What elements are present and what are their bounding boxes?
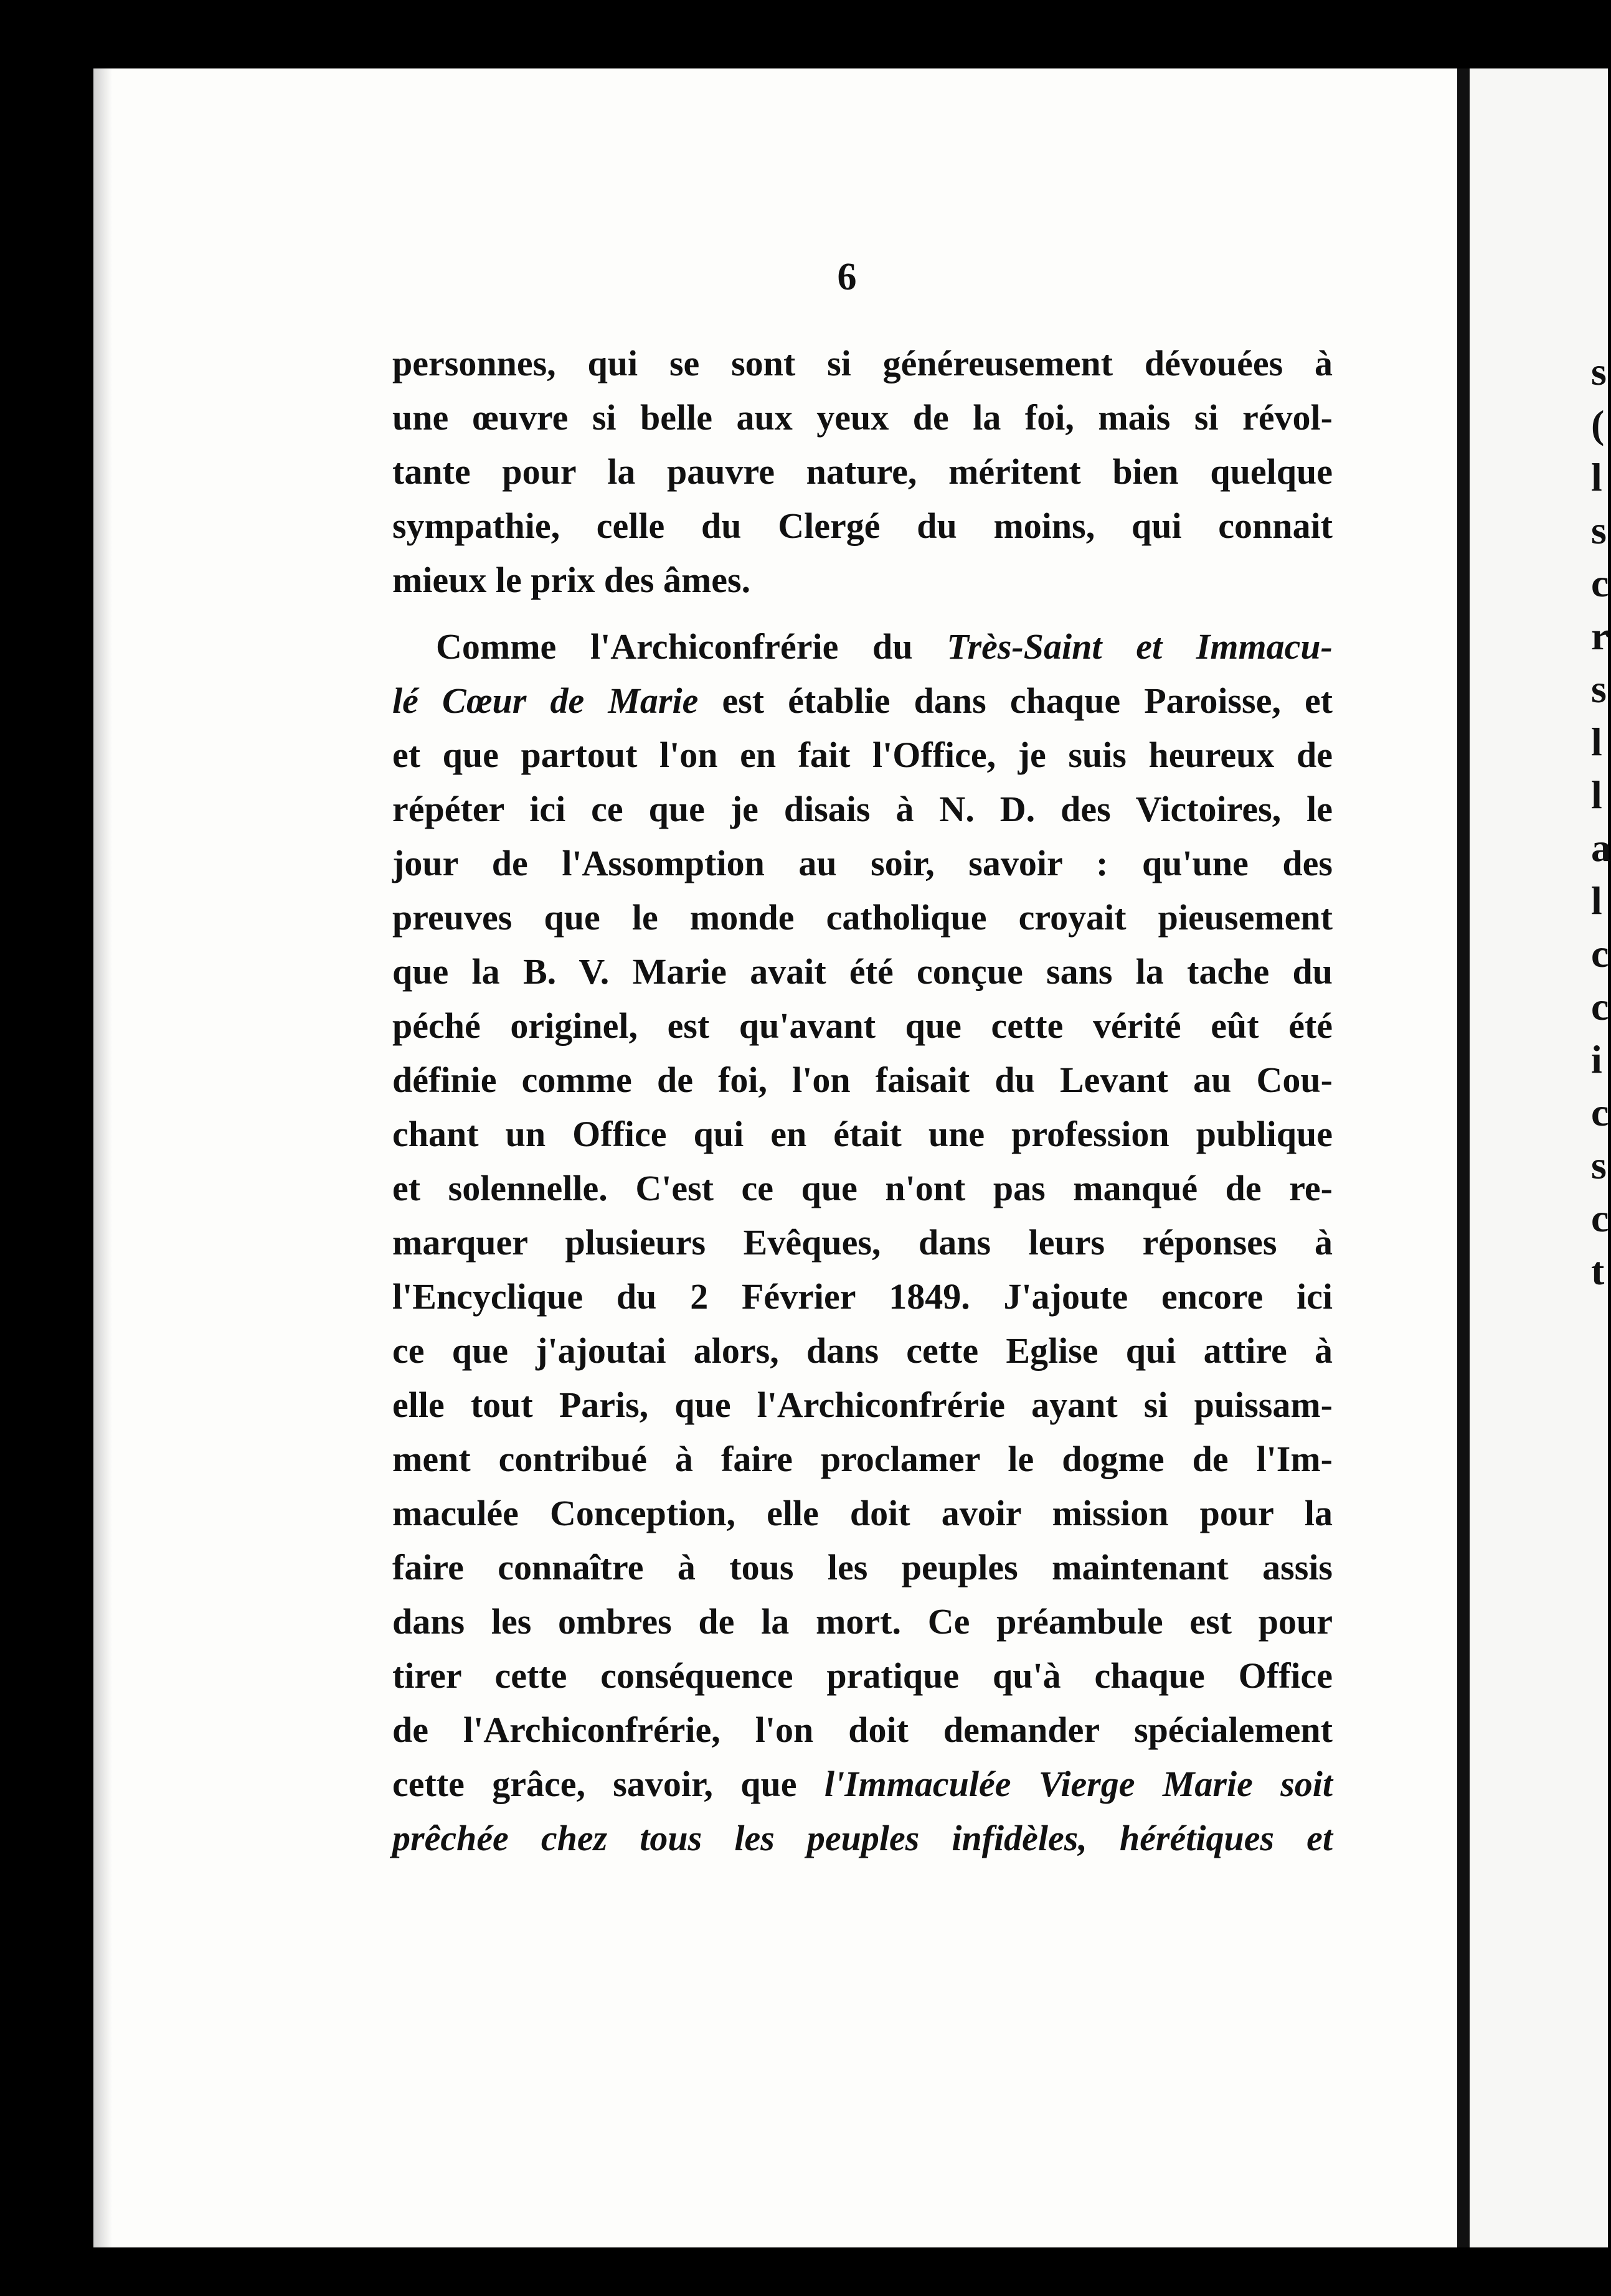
text-line	[392, 1324, 1333, 1378]
adjacent-page-letter: t	[1591, 1249, 1605, 1293]
text-run: péché originel, est qu'avant que cette vérité eût été	[392, 1005, 1333, 1046]
text-line	[392, 1757, 1333, 1811]
text-line	[392, 836, 1333, 890]
text-run: preuves que le monde catholique croyait pieusement	[392, 897, 1333, 938]
text-run: personnes, qui se sont si généreusement dévouées à	[392, 343, 1333, 383]
text-line	[392, 674, 1333, 728]
text-line	[392, 728, 1333, 782]
text-line	[392, 1161, 1333, 1215]
adjacent-page-letter: l	[1591, 773, 1602, 817]
text-run: cette grâce, savoir, que	[392, 1764, 824, 1804]
text-run: que la B. V. Marie avait été conçue sans la tache du	[392, 951, 1333, 992]
text-run: répéter ici ce que je disais à N. D. des Victoires, le	[392, 789, 1333, 829]
italic-text-run: Très-Saint et Immacu-	[947, 626, 1333, 667]
text-line	[392, 1215, 1333, 1269]
italic-text-run: lé Cœur de Marie	[392, 680, 699, 721]
text-line	[392, 1432, 1333, 1486]
text-run: maculée Conception, elle doit avoir mission pour la	[392, 1493, 1333, 1533]
adjacent-page-letter: (	[1591, 402, 1605, 446]
adjacent-page-letter: c	[1591, 1196, 1609, 1240]
text-line	[392, 336, 1333, 390]
page-number: 6	[837, 256, 857, 298]
adjacent-page-letter: s	[1591, 1143, 1607, 1187]
text-line	[392, 999, 1333, 1053]
adjacent-page-letter: c	[1591, 931, 1609, 976]
text-run: de l'Archiconfrérie, l'on doit demander spécialement	[392, 1710, 1333, 1750]
adjacent-page-letter: r	[1591, 614, 1609, 658]
adjacent-page-letter: i	[1591, 1037, 1602, 1081]
italic-text-run: prêchée chez tous les peuples infidèles, hérétiques et	[392, 1818, 1333, 1858]
text-run: elle tout Paris, que l'Archiconfrérie ayant si puissam-	[392, 1385, 1333, 1425]
text-run: une œuvre si belle aux yeux de la foi, mais si révol-	[392, 397, 1333, 438]
text-line	[392, 1269, 1333, 1324]
paragraph-gap	[392, 607, 1333, 619]
text-run: ce que j'ajoutai alors, dans cette Eglise qui attire à	[392, 1330, 1333, 1371]
adjacent-page-letter: c	[1591, 984, 1609, 1028]
text-run: Comme l'Archiconfrérie du	[436, 626, 947, 667]
text-run: chant un Office qui en était une profession publique	[392, 1114, 1333, 1154]
text-line	[392, 1811, 1333, 1865]
text-run: et solennelle. C'est ce que n'ont pas manqué de re-	[392, 1168, 1333, 1208]
adjacent-page-edge	[1470, 68, 1608, 2247]
text-line	[392, 1594, 1333, 1649]
text-line	[392, 499, 1333, 553]
text-line	[392, 782, 1333, 836]
text-run: jour de l'Assomption au soir, savoir : qu'une des	[392, 843, 1333, 883]
text-run: ment contribué à faire proclamer le dogme de l'Im-	[392, 1439, 1333, 1479]
text-line	[392, 1540, 1333, 1594]
body-text	[392, 336, 1333, 1865]
text-run: est établie dans chaque Paroisse, et	[698, 680, 1333, 721]
adjacent-page-letter: a	[1591, 826, 1611, 870]
text-run: marquer plusieurs Evêques, dans leurs réponses à	[392, 1222, 1333, 1263]
text-line	[392, 390, 1333, 445]
adjacent-page-letter: s	[1591, 508, 1607, 552]
text-run: mieux le prix des âmes.	[392, 560, 751, 600]
text-line	[392, 553, 1333, 607]
italic-text-run: l'Immaculée Vierge Marie soit	[824, 1764, 1333, 1804]
adjacent-page-letter: c	[1591, 1090, 1609, 1134]
adjacent-page-letter: l	[1591, 720, 1602, 764]
text-run: tante pour la pauvre nature, méritent bien quelque	[392, 451, 1333, 492]
gutter-fold	[1457, 68, 1470, 2247]
text-line	[392, 1053, 1333, 1107]
adjacent-page-letter: s	[1591, 349, 1607, 393]
text-line	[392, 619, 1333, 674]
text-run: l'Encyclique du 2 Février 1849. J'ajoute encore ici	[392, 1276, 1333, 1317]
text-line	[392, 1703, 1333, 1757]
adjacent-page-letter: s	[1591, 667, 1607, 711]
text-line	[392, 890, 1333, 944]
text-line	[392, 445, 1333, 499]
text-line	[392, 1486, 1333, 1540]
adjacent-page-letter: l	[1591, 455, 1602, 499]
text-run: faire connaître à tous les peuples maintenant assis	[392, 1547, 1333, 1588]
adjacent-page-letter: c	[1591, 561, 1609, 605]
adjacent-page-letter: l	[1591, 878, 1602, 923]
text-line	[392, 944, 1333, 999]
text-line	[392, 1107, 1333, 1161]
text-line	[392, 1649, 1333, 1703]
text-run: et que partout l'on en fait l'Office, je suis heureux de	[392, 735, 1333, 775]
text-line	[392, 1378, 1333, 1432]
text-run: dans les ombres de la mort. Ce préambule est pour	[392, 1601, 1333, 1642]
text-run: tirer cette conséquence pratique qu'à chaque Office	[392, 1655, 1333, 1696]
text-run: sympathie, celle du Clergé du moins, qui connait	[392, 506, 1333, 546]
page-shadow-edge	[93, 68, 112, 2247]
text-run: définie comme de foi, l'on faisait du Levant au Cou-	[392, 1060, 1333, 1100]
